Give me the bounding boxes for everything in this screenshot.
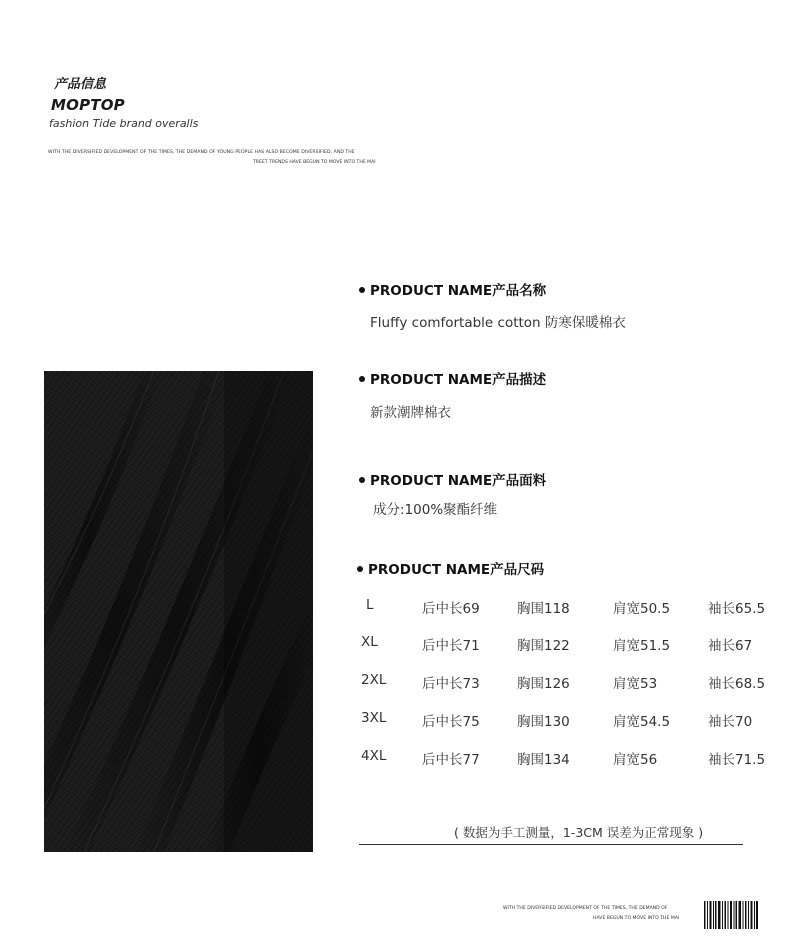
section-desc-title-text: PRODUCT NAME产品描述 <box>370 372 547 388</box>
size-chest: 胸围122 <box>517 638 570 654</box>
header-fine-print-2: TREET TRENDS HAVE BEGUN TO MOVE INTO THE MAI <box>253 160 376 165</box>
size-row <box>0 748 790 768</box>
section-name-title <box>359 279 546 299</box>
size-length: 后中长75 <box>422 714 480 730</box>
brand-name: MOPTOP <box>51 96 125 114</box>
size-label: 4XL <box>361 748 387 764</box>
section-fabric-title <box>359 469 546 489</box>
barcode-icon <box>704 901 758 929</box>
section-size-title-text: PRODUCT NAME产品尺码 <box>368 562 545 578</box>
size-sleeve: 袖长71.5 <box>708 752 766 768</box>
size-length: 后中长73 <box>422 676 480 692</box>
size-sleeve: 袖长65.5 <box>708 601 766 617</box>
size-length: 后中长71 <box>422 638 480 654</box>
bullet-dot-icon <box>357 566 363 572</box>
size-shoulder: 肩宽56 <box>613 752 658 768</box>
section-fabric-value: 成分:100%聚酯纤维 <box>373 502 498 518</box>
section-size-title <box>357 558 544 578</box>
size-chest: 胸围126 <box>517 676 570 692</box>
size-label: 3XL <box>361 710 387 726</box>
size-length: 后中长69 <box>422 601 480 617</box>
size-row <box>0 672 790 692</box>
size-chest: 胸围134 <box>517 752 570 768</box>
bullet-dot-icon <box>359 477 365 483</box>
size-chest: 胸围118 <box>517 601 570 617</box>
size-shoulder: 肩宽54.5 <box>613 714 671 730</box>
size-shoulder: 肩宽51.5 <box>613 638 671 654</box>
size-chest: 胸围130 <box>517 714 570 730</box>
size-sleeve: 袖长67 <box>708 638 753 654</box>
section-fabric-title-text: PRODUCT NAME产品面料 <box>370 473 547 489</box>
footer-fine-print-1: WITH THE DIVERSIFIED DEVELOPMENT OF THE TIMES, THE DEMAND OF <box>503 906 668 911</box>
size-label: 2XL <box>361 672 387 688</box>
size-row <box>0 597 790 617</box>
size-shoulder: 肩宽53 <box>613 676 658 692</box>
size-label: L <box>366 597 374 613</box>
section-desc-title <box>359 368 546 388</box>
bullet-dot-icon <box>359 287 365 293</box>
section-name-value: Fluffy comfortable cotton 防寒保暖棉衣 <box>370 315 626 331</box>
section-name-title-text: PRODUCT NAME产品名称 <box>370 283 547 299</box>
size-row <box>0 634 790 654</box>
bullet-dot-icon <box>359 376 365 382</box>
size-label: XL <box>361 634 378 650</box>
footer-fine-print-2: HAVE BEGUN TO MOVE INTO THE MAI <box>593 916 680 921</box>
brand-subtitle: fashion Tide brand overalls <box>49 117 199 130</box>
size-sleeve: 袖长70 <box>708 714 753 730</box>
size-shoulder: 肩宽50.5 <box>613 601 671 617</box>
divider <box>359 844 743 845</box>
section-desc-value: 新款潮牌棉衣 <box>370 405 451 421</box>
measurement-note: ( 数据为手工测量，1-3CM 误差为正常现象 ) <box>454 825 704 840</box>
size-row <box>0 710 790 730</box>
size-sleeve: 袖长68.5 <box>708 676 766 692</box>
header-fine-print-1: WITH THE DIVERSIFIED DEVELOPMENT OF THE TIMES, THE DEMAND OF YOUNG PEOPLE HAS ALSO BECOME DIVERSIFIED, AND THE <box>48 150 355 155</box>
header-title-cn: 产品信息 <box>54 77 107 92</box>
size-length: 后中长77 <box>422 752 480 768</box>
